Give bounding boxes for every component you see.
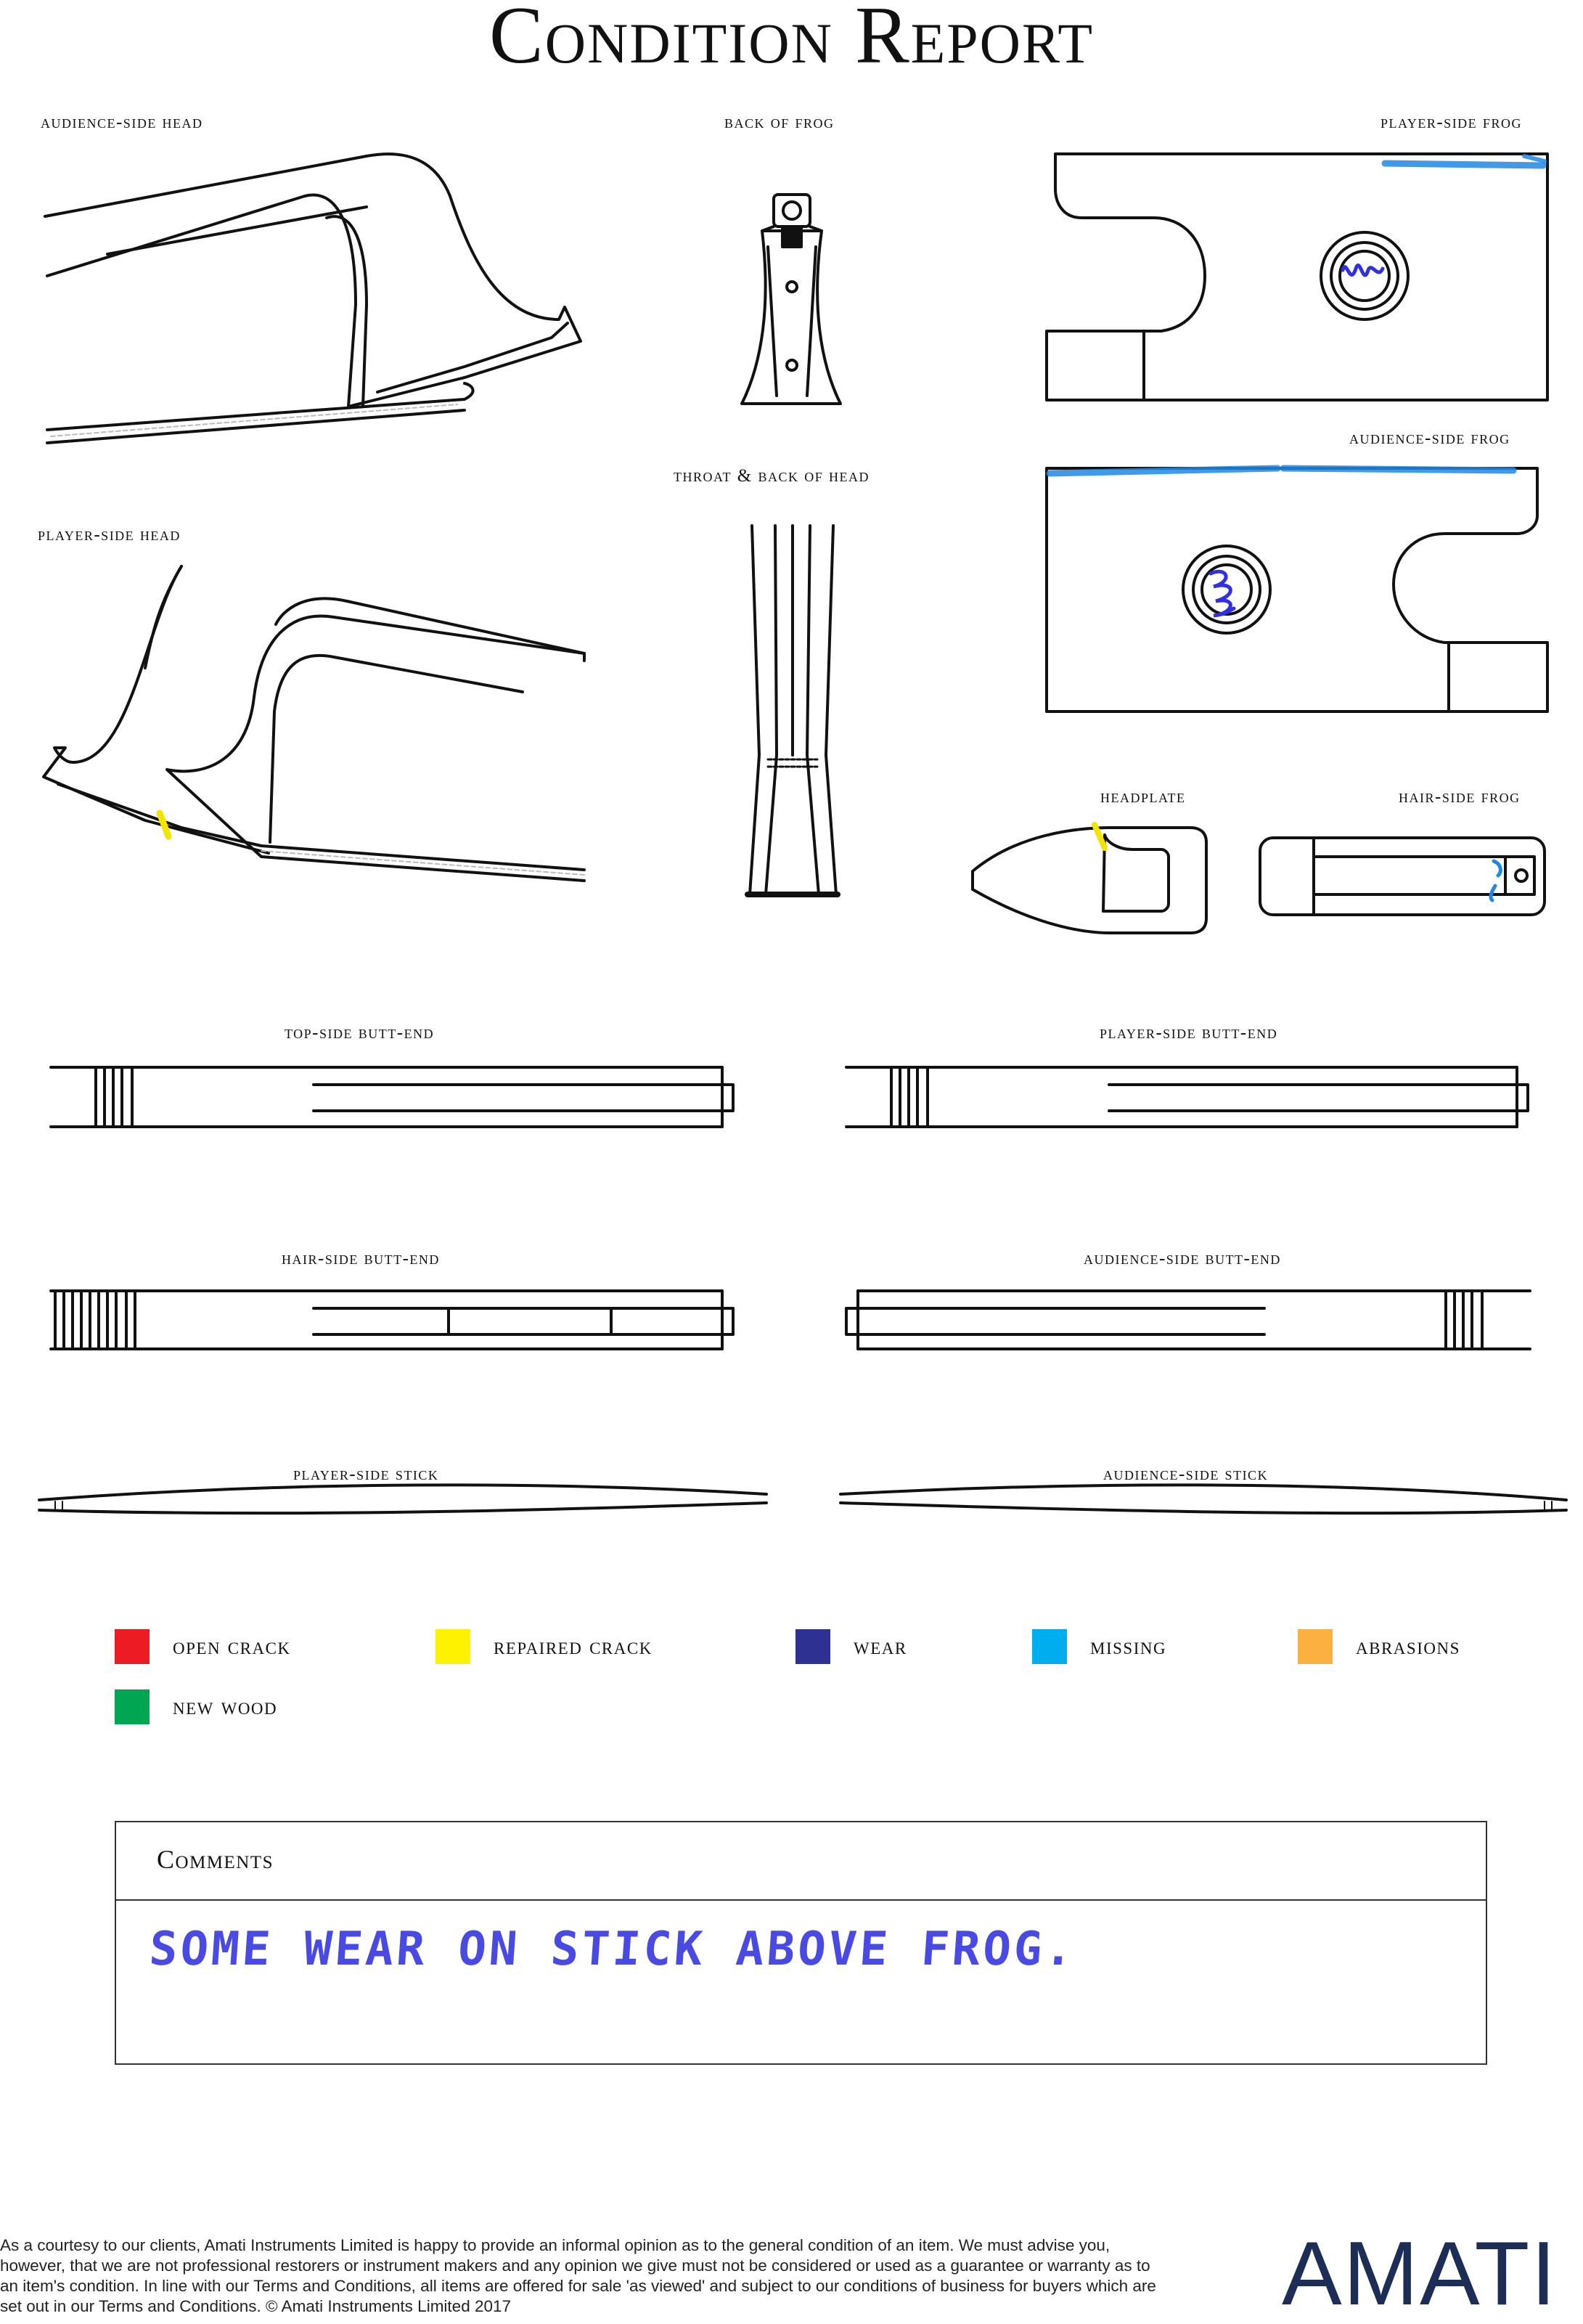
legend-repaired-crack bbox=[435, 1629, 653, 1664]
audience-side-frog-drawing bbox=[1047, 468, 1547, 712]
player-side-butt-end-drawing bbox=[846, 1067, 1528, 1127]
legend-missing bbox=[1032, 1629, 1166, 1664]
swatch-abrasions bbox=[1298, 1629, 1333, 1664]
legend-open-crack bbox=[115, 1629, 291, 1664]
label-throat-back-of-head: throat & back of head bbox=[674, 466, 870, 486]
label-player-side-head: player-side head bbox=[38, 525, 181, 545]
headplate-drawing bbox=[973, 828, 1206, 933]
audience-side-head-drawing bbox=[45, 154, 581, 443]
label-hair-side-butt-end: hair-side butt-end bbox=[282, 1249, 440, 1268]
legend-label: wear bbox=[854, 1633, 907, 1660]
legend-label: repaired crack bbox=[494, 1633, 653, 1660]
label-audience-side-butt-end: audience-side butt-end bbox=[1084, 1249, 1281, 1268]
label-headplate: headplate bbox=[1100, 787, 1186, 807]
swatch-open-crack bbox=[115, 1629, 150, 1664]
hair-side-frog-drawing bbox=[1260, 838, 1545, 915]
legend-new-wood bbox=[115, 1689, 277, 1724]
label-audience-side-stick: audience-side stick bbox=[1103, 1464, 1269, 1484]
swatch-missing bbox=[1032, 1629, 1067, 1664]
label-player-side-butt-end: player-side butt-end bbox=[1100, 1023, 1278, 1043]
label-top-side-butt-end: top-side butt-end bbox=[285, 1023, 435, 1043]
legend-abrasions bbox=[1298, 1629, 1460, 1664]
hair-side-butt-end-drawing bbox=[51, 1291, 733, 1349]
legend-label: abrasions bbox=[1356, 1633, 1460, 1660]
back-of-frog-drawing bbox=[742, 195, 840, 404]
comments-box bbox=[115, 1821, 1487, 2065]
legend-wear bbox=[795, 1629, 907, 1664]
disclaimer-text: As a courtesy to our clients, Amati Instruments Limited is happy to provide an informal opinion as to the general condition of an item. We must advise you, however, that we are not professional restorers or instrument makers and any opinion we give must not be considered or used as a guarantee or warranty as to an item's condition. In line with our Terms and Conditions, all items are offered for sale 'as viewed' and subject to our conditions of business for buyers which are set out in our Terms and Conditions. © Amati Instruments Limited 2017 bbox=[0, 2236, 1156, 2315]
player-side-head-drawing bbox=[44, 566, 584, 881]
amati-logo: AMATI bbox=[1282, 2224, 1558, 2324]
throat-back-of-head-drawing bbox=[748, 526, 838, 894]
page-title: Condition Report bbox=[489, 0, 1094, 81]
legend-label: new wood bbox=[173, 1693, 278, 1720]
label-audience-side-frog: audience-side frog bbox=[1349, 428, 1510, 448]
legend-label: open crack bbox=[173, 1633, 291, 1660]
legend-label: missing bbox=[1090, 1633, 1167, 1660]
audience-side-butt-end-drawing bbox=[846, 1291, 1530, 1349]
label-player-side-frog: player-side frog bbox=[1380, 113, 1522, 132]
top-side-butt-end-drawing bbox=[51, 1067, 733, 1127]
condition-marks bbox=[160, 156, 1545, 900]
swatch-wear bbox=[795, 1629, 830, 1664]
label-back-of-frog: back of frog bbox=[724, 113, 835, 132]
comments-header bbox=[116, 1822, 1486, 1901]
player-side-frog-drawing bbox=[1047, 154, 1547, 400]
comments-title: Comments bbox=[157, 1845, 274, 1874]
audience-side-stick-drawing bbox=[840, 1485, 1566, 1513]
label-hair-side-frog: hair-side frog bbox=[1399, 787, 1521, 807]
comments-text: SOME WEAR ON STICK ABOVE FROG. bbox=[147, 1923, 1078, 1976]
label-audience-side-head: audience-side head bbox=[41, 113, 203, 132]
swatch-new-wood bbox=[115, 1689, 150, 1724]
player-side-stick-drawing bbox=[39, 1485, 766, 1513]
swatch-repaired-crack bbox=[435, 1629, 470, 1664]
label-player-side-stick: player-side stick bbox=[293, 1464, 439, 1484]
